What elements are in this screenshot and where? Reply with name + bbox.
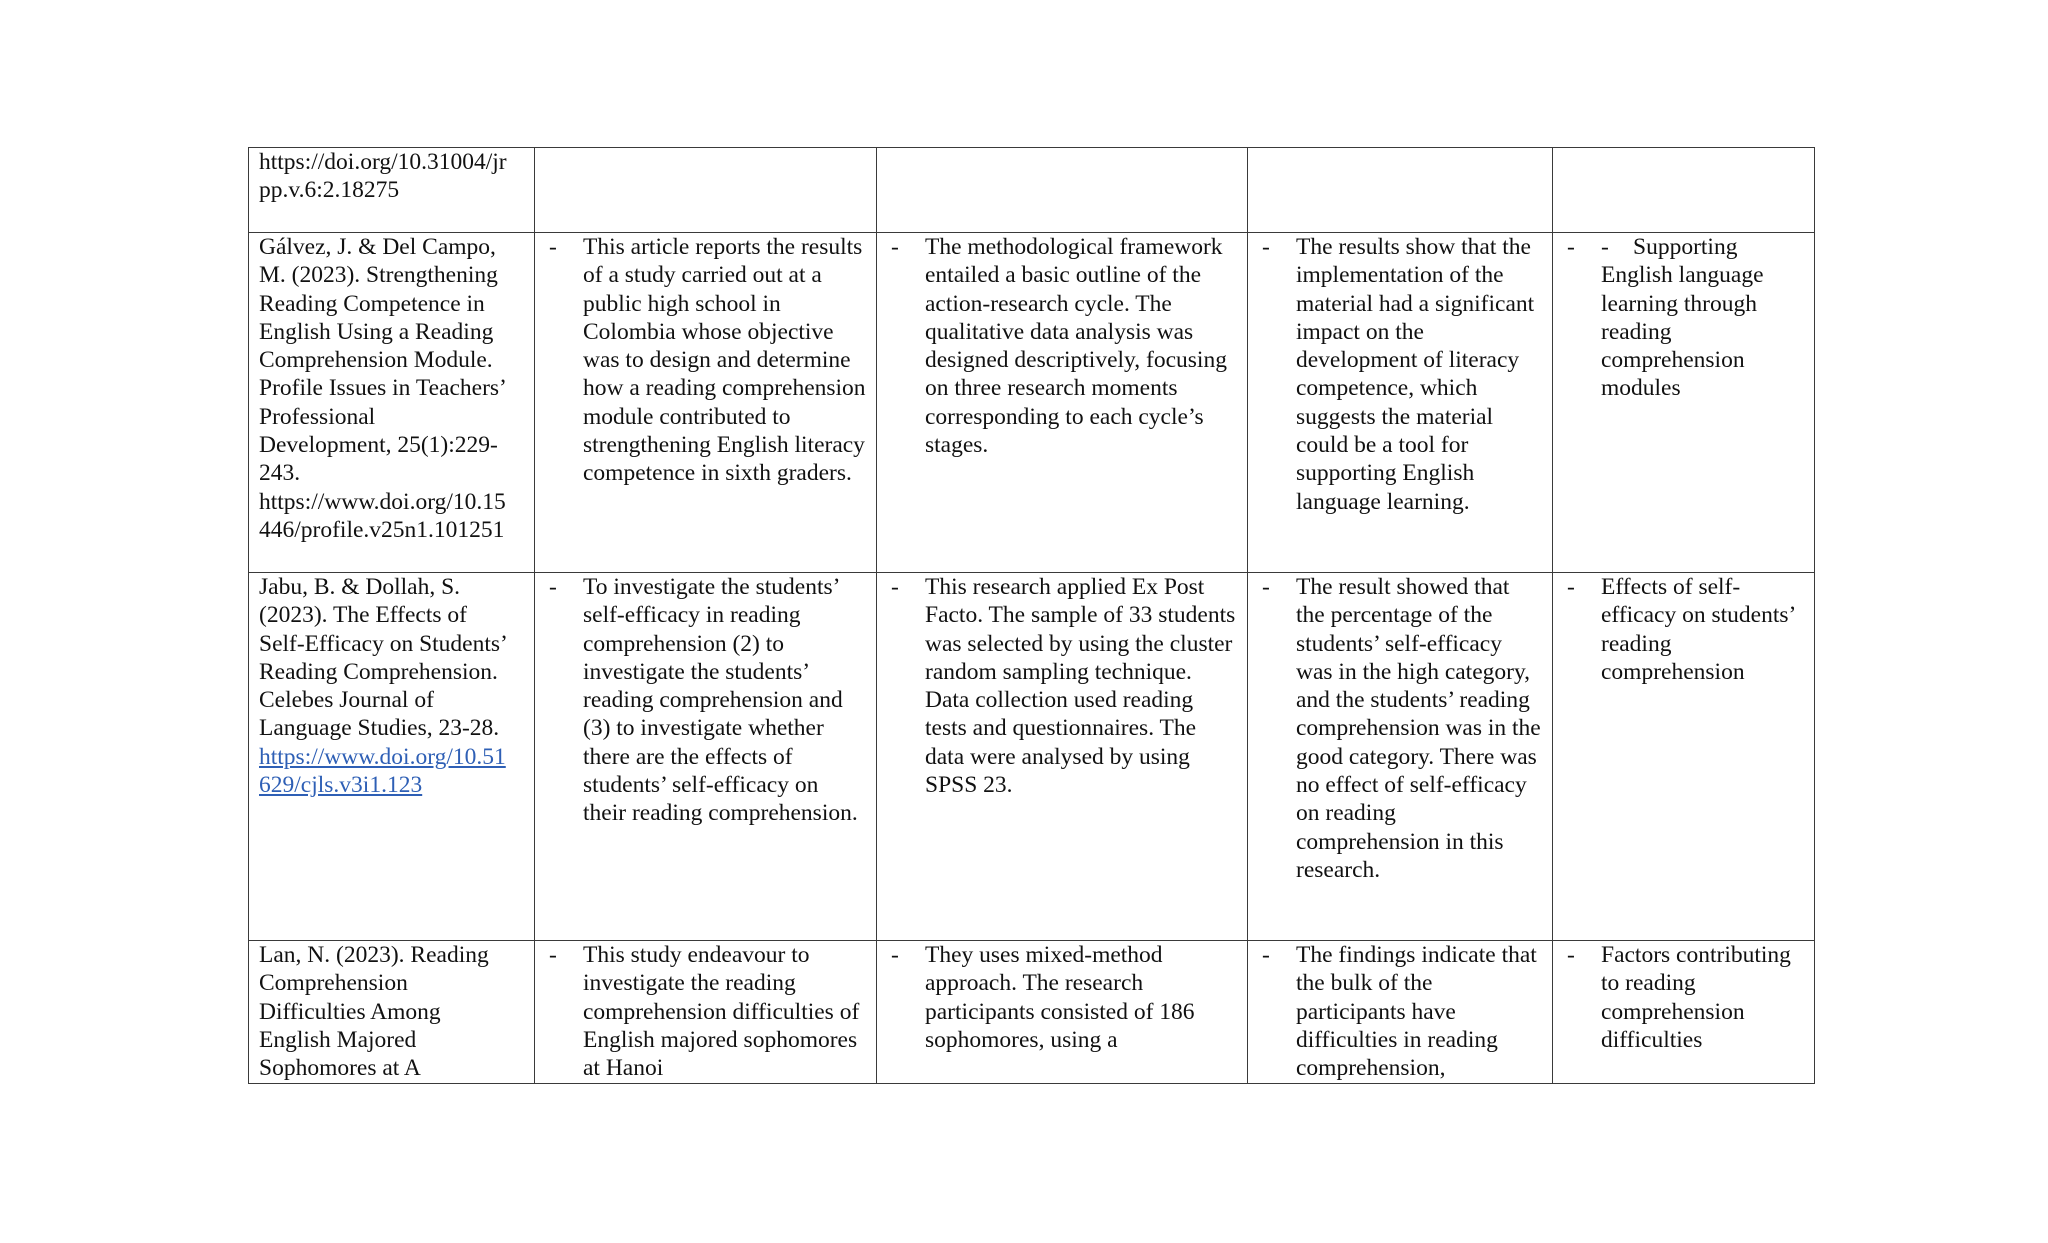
reference-cell	[249, 941, 535, 1084]
objective-cell	[535, 573, 877, 941]
result-text: The result showed that the percentage of the students’ self-efficacy was in the high category, and the students’ reading comprehension was in the good category. There was no effect of self-efficacy on reading comprehension in this research.	[1296, 574, 1541, 883]
table-row	[249, 573, 1815, 941]
reference-text: Jabu, B. & Dollah, S. (2023). The Effects of Self-Efficacy on Students’ Reading Comprehension. Celebes Journal of Language Studies, 23-28.	[259, 574, 508, 742]
table-row	[249, 941, 1815, 1084]
result-cell	[1248, 573, 1553, 941]
bullet-item	[1258, 573, 1543, 884]
objective-cell	[535, 233, 877, 573]
theme-text: Factors contributing to reading comprehension difficulties	[1601, 942, 1791, 1053]
objective-cell	[535, 941, 877, 1084]
method-cell	[877, 233, 1248, 573]
method-text: The methodological framework entailed a basic outline of the action-research cycle. The qualitative data analysis was designed descriptively, focusing on three research moments corresponding to each cycle’s stages.	[925, 234, 1227, 459]
reference-text: Gálvez, J. & Del Campo, M. (2023). Strengthening Reading Competence in English Using a Reading Comprehension Module. Profile Issues in Teachers’ Professional Development, 25(1):229- 243. https://www.doi.org/10.15 446/profile.v25n1.101251	[259, 234, 507, 543]
bullet-item	[1563, 233, 1805, 403]
objective-text: This study endeavour to investigate the reading comprehension difficulties of English majored sophomores at Hanoi	[583, 942, 860, 1082]
objective-text: This article reports the results of a study carried out at a public high school in Colombia whose objective was to design and determine how a reading comprehension module contributed to strengthening English literacy competence in sixth graders.	[583, 234, 866, 487]
reference-cell	[249, 573, 535, 941]
bullet-item	[1563, 573, 1805, 686]
theme-cell	[1553, 573, 1815, 941]
bullet-item	[887, 941, 1238, 1054]
bullet-dash: -	[1262, 574, 1270, 600]
result-cell	[1248, 941, 1553, 1084]
result-cell	[1248, 233, 1553, 573]
bullet-dash: -	[891, 234, 899, 260]
bullet-item	[887, 233, 1238, 459]
bullet-item	[1258, 233, 1543, 516]
reference-text: Lan, N. (2023). Reading Comprehension Difficulties Among English Majored Sophomores at A	[259, 942, 489, 1082]
bullet-dash: -	[549, 942, 557, 968]
reference-cell	[249, 148, 535, 233]
bullet-dash: -	[549, 234, 557, 260]
method-cell	[877, 941, 1248, 1084]
bullet-item	[545, 941, 867, 1082]
bullet-item	[545, 573, 867, 828]
method-text: They uses mixed-method approach. The research participants consisted of 186 sophomores, using a	[925, 942, 1195, 1053]
result-text: The results show that the implementation of the material had a significant impact on the development of literacy competence, which suggests the material could be a tool for supporting English language learning.	[1296, 234, 1535, 515]
bullet-dash: -	[1567, 234, 1575, 260]
bullet-item	[1563, 941, 1805, 1054]
bullet-dash: -	[1567, 574, 1575, 600]
bullet-dash: -	[891, 574, 899, 600]
theme-cell	[1553, 233, 1815, 573]
theme-text: Effects of self-efficacy on students’ reading comprehension	[1601, 574, 1795, 685]
theme-cell	[1553, 941, 1815, 1084]
table-row	[249, 148, 1815, 233]
table-row	[249, 233, 1815, 573]
inner-dash: -	[1601, 234, 1609, 260]
result-text: The findings indicate that the bulk of the participants have difficulties in reading comprehension,	[1296, 942, 1537, 1082]
bullet-item	[545, 233, 867, 488]
bullet-item	[887, 573, 1238, 799]
reference-text: https://doi.org/10.31004/jr pp.v.6:2.18275	[259, 149, 507, 204]
bullet-dash: -	[1262, 942, 1270, 968]
bullet-dash: -	[891, 942, 899, 968]
bullet-dash: -	[1262, 234, 1270, 260]
theme-text: Supporting English language learning through reading comprehension modules	[1601, 234, 1764, 402]
bullet-dash: -	[549, 574, 557, 600]
objective-cell	[535, 148, 877, 233]
theme-text-wrap	[1601, 233, 1805, 403]
result-cell	[1248, 148, 1553, 233]
method-cell	[877, 148, 1248, 233]
bullet-item	[1258, 941, 1543, 1082]
objective-text: To investigate the students’ self-efficacy in reading comprehension (2) to investigate the students’ reading comprehension and (3) to investigate whether there are the effects of students’ self-efficacy on their reading comprehension.	[583, 574, 858, 827]
theme-cell	[1553, 148, 1815, 233]
method-cell	[877, 573, 1248, 941]
reference-cell	[249, 233, 535, 573]
literature-review-table	[248, 147, 1815, 1084]
method-text: This research applied Ex Post Facto. The sample of 33 students was selected by using the cluster random sampling technique. Data collection used reading tests and questionnaires. The data were analysed by using SPSS 23.	[925, 574, 1236, 799]
doi-link[interactable]: https://www.doi.org/10.51 629/cjls.v3i1.123	[259, 743, 506, 799]
bullet-dash: -	[1567, 942, 1575, 968]
